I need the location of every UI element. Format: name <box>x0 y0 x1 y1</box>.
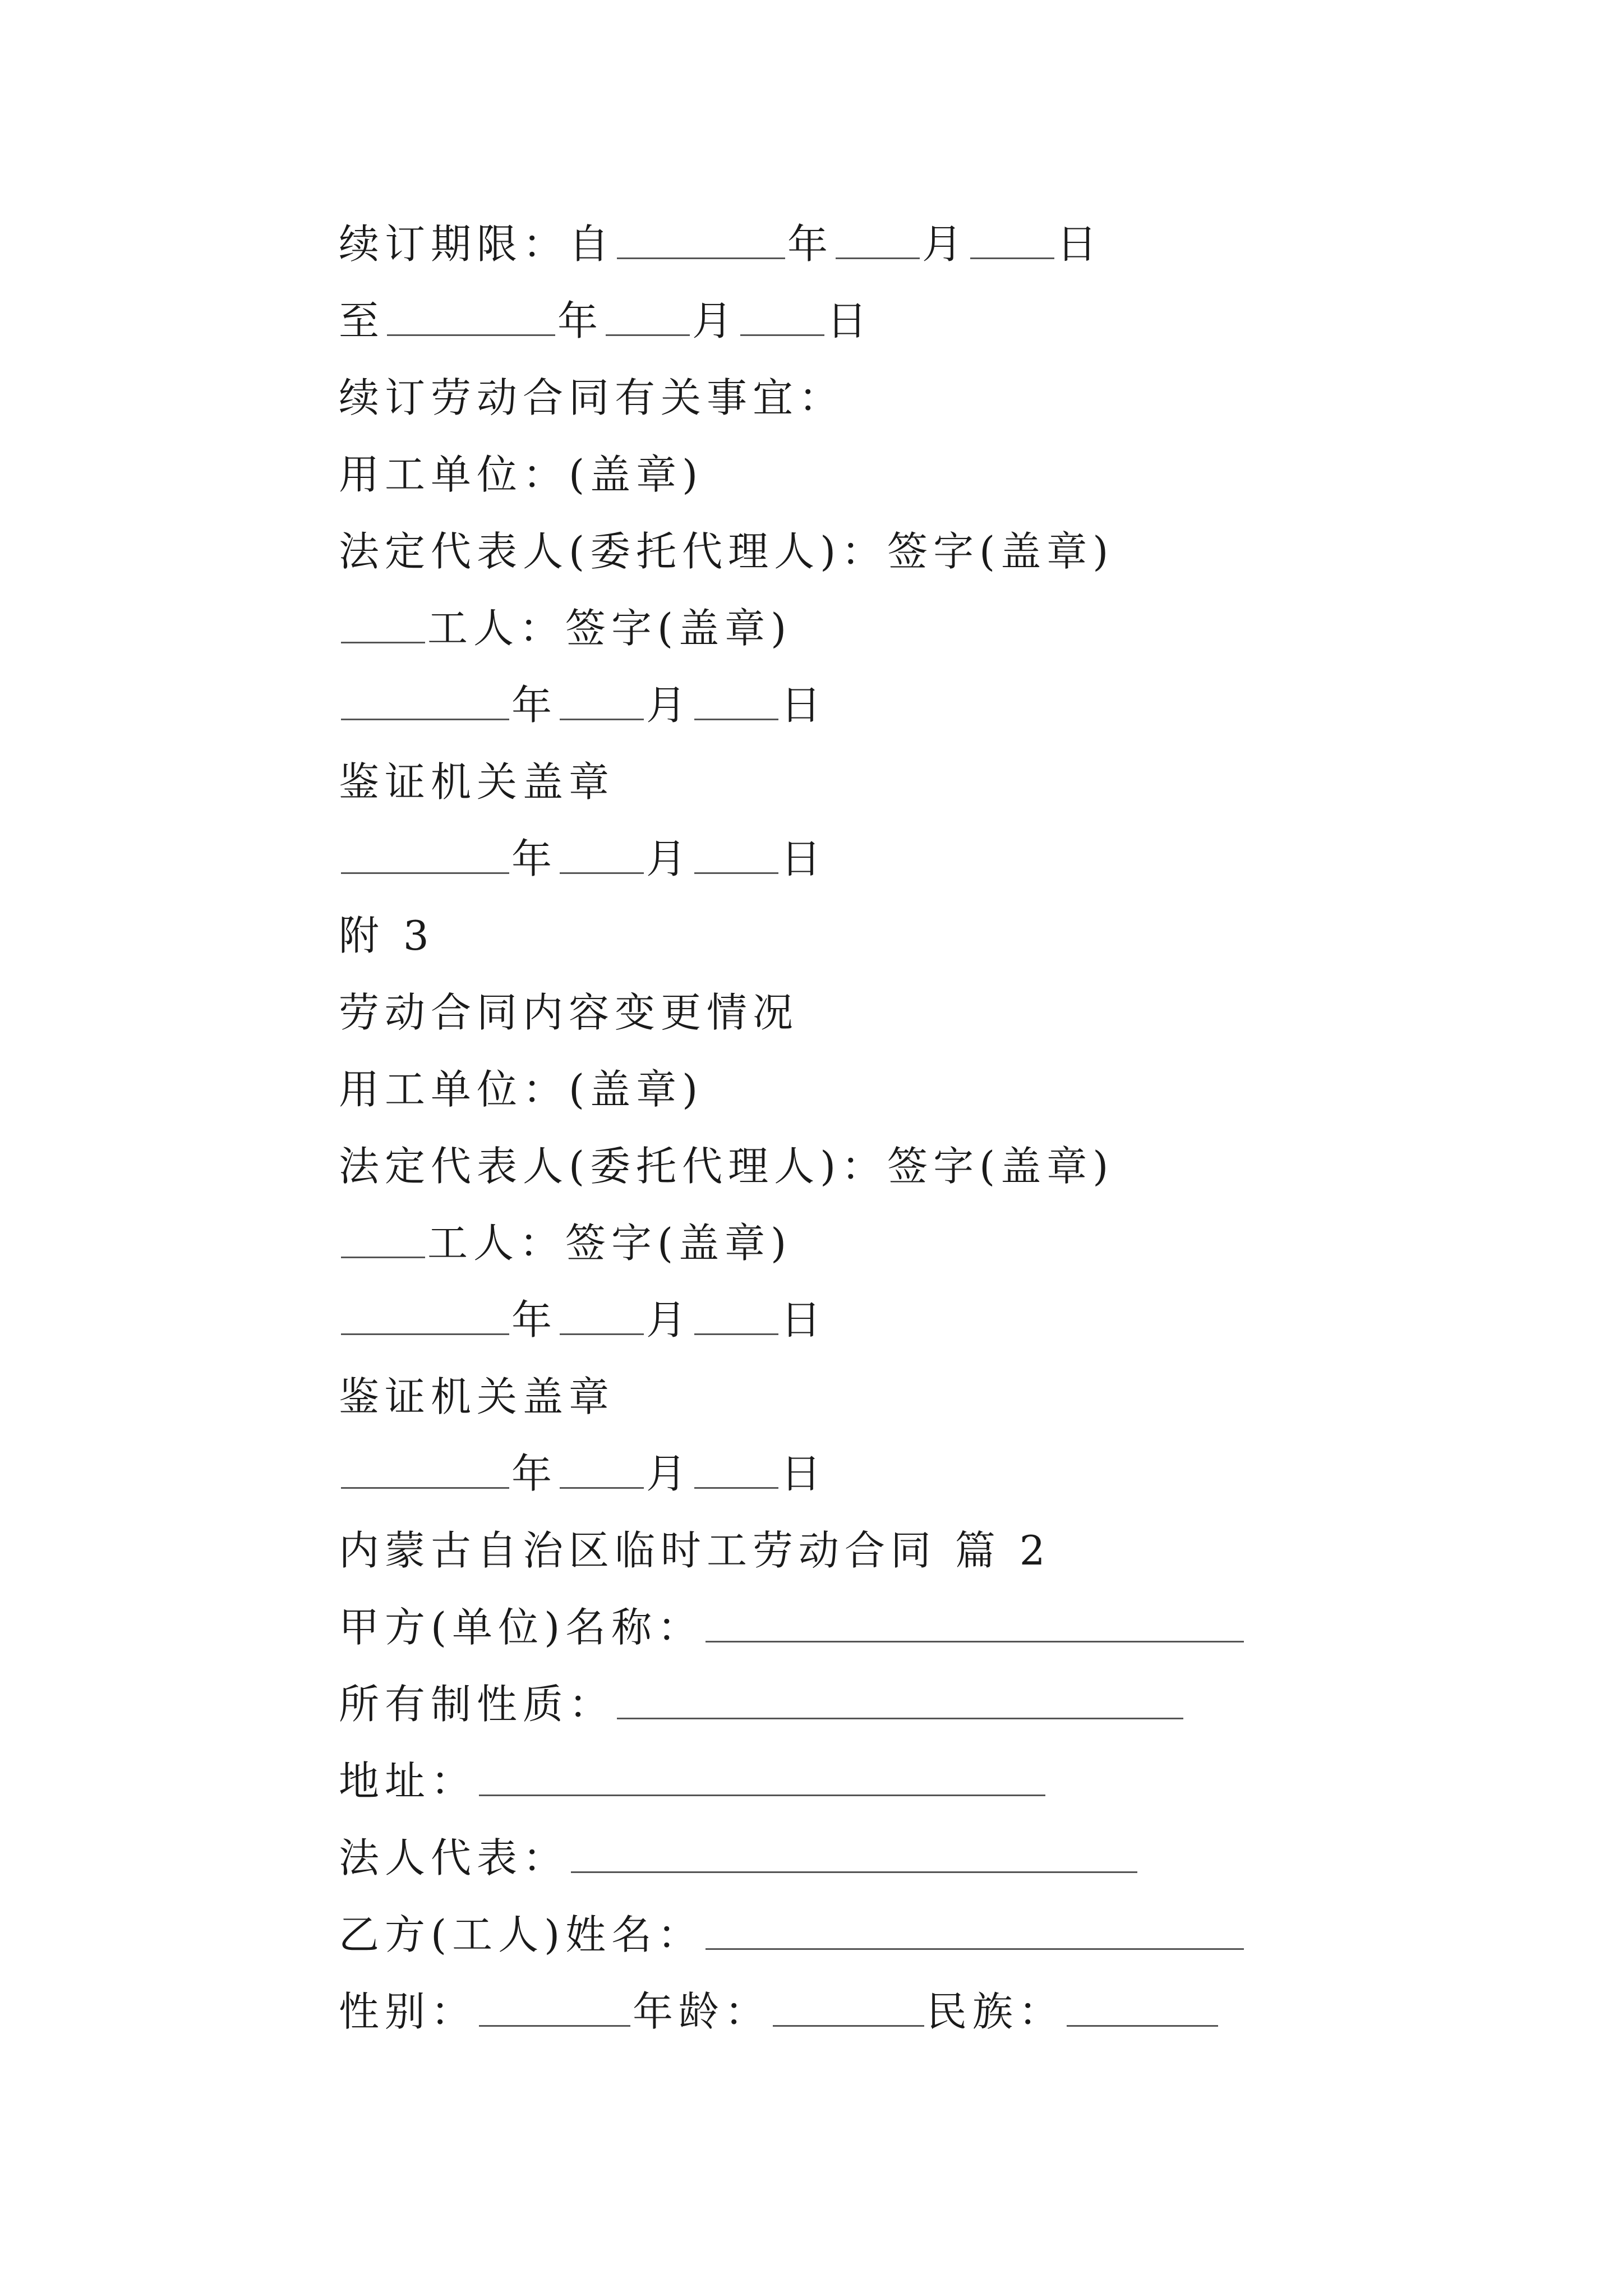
party-b-blank[interactable] <box>706 1912 1244 1950</box>
date-line <box>339 817 1516 894</box>
day-blank[interactable] <box>694 683 778 720</box>
gender-blank[interactable] <box>479 1989 630 2027</box>
appendix-3-line <box>339 894 1516 970</box>
age-label: 年龄： <box>633 1987 771 2035</box>
day-label: 日 <box>781 835 827 882</box>
legal-rep-line <box>339 509 1516 586</box>
renew-matters-text: 续订劳动合同有关事宜： <box>339 374 845 421</box>
month-label: 月 <box>922 220 969 268</box>
party-a-line <box>339 1585 1516 1662</box>
party-b-label: 乙方(工人)姓名： <box>339 1911 704 1958</box>
party-b-line <box>339 1893 1516 1970</box>
worker-sign-line <box>339 586 1516 663</box>
day-blank[interactable] <box>694 1297 778 1335</box>
year-label: 年 <box>787 220 834 268</box>
day-blank[interactable] <box>694 1451 778 1489</box>
ownership-label: 所有制性质： <box>339 1680 615 1728</box>
party-a-label: 甲方(单位)名称： <box>339 1603 704 1651</box>
year-blank[interactable] <box>341 683 509 720</box>
to-label: 至 <box>339 297 385 344</box>
date-line <box>339 663 1516 740</box>
month-label: 月 <box>646 835 693 882</box>
renew-period-line <box>339 202 1516 279</box>
day-blank[interactable] <box>740 298 824 336</box>
year-label: 年 <box>557 297 604 344</box>
legal-rep-text: 法定代表人(委托代理人)：签字(盖章) <box>339 527 1114 575</box>
day-label: 日 <box>781 1450 827 1497</box>
month-blank[interactable] <box>606 298 690 336</box>
day-label: 日 <box>781 681 827 729</box>
ethnicity-label: 民族： <box>926 1987 1065 2035</box>
renew-period-label: 续订期限：自 <box>339 220 615 268</box>
day-blank[interactable] <box>970 222 1054 259</box>
personal-info-line <box>339 1970 1516 2046</box>
year-blank[interactable] <box>341 1297 509 1335</box>
employer-seal-text: 用工单位：(盖章) <box>339 1065 704 1113</box>
ownership-line <box>339 1662 1516 1739</box>
year-label: 年 <box>511 835 558 882</box>
month-blank[interactable] <box>560 683 644 720</box>
renew-end-line <box>339 279 1516 356</box>
month-label: 月 <box>646 1296 693 1343</box>
month-blank[interactable] <box>836 222 920 259</box>
year-label: 年 <box>511 681 558 729</box>
legal-rep-text: 法定代表人(委托代理人)：签字(盖章) <box>339 1142 1114 1190</box>
date-line <box>339 1278 1516 1355</box>
month-blank[interactable] <box>560 1451 644 1489</box>
worker-type-blank[interactable] <box>341 1221 425 1258</box>
year-label: 年 <box>511 1296 558 1343</box>
address-line <box>339 1739 1516 1816</box>
month-blank[interactable] <box>560 1297 644 1335</box>
ownership-blank[interactable] <box>617 1682 1183 1719</box>
month-blank[interactable] <box>560 836 644 874</box>
date-line <box>339 1432 1516 1508</box>
ethnicity-blank[interactable] <box>1067 1989 1218 2027</box>
contract-heading: 内蒙古自治区临时工劳动合同 篇 2 <box>339 1526 1051 1574</box>
year-blank[interactable] <box>341 836 509 874</box>
year-blank[interactable] <box>341 1451 509 1489</box>
day-label: 日 <box>781 1296 827 1343</box>
authority-seal-text: 鉴证机关盖章 <box>339 1373 615 1420</box>
worker-sign-text: 工人：签字(盖章) <box>427 1219 792 1267</box>
change-title-heading: 劳动合同内容变更情况 <box>339 988 799 1036</box>
legal-person-line <box>339 1816 1516 1893</box>
authority-seal-text: 鉴证机关盖章 <box>339 758 615 806</box>
employer-seal-line <box>339 1047 1516 1124</box>
day-label: 日 <box>827 297 873 344</box>
employer-seal-text: 用工单位：(盖章) <box>339 450 704 498</box>
worker-sign-text: 工人：签字(盖章) <box>427 604 792 652</box>
year-label: 年 <box>511 1450 558 1497</box>
change-title-line <box>339 970 1516 1047</box>
day-label: 日 <box>1057 220 1103 268</box>
legal-person-blank[interactable] <box>571 1835 1137 1873</box>
authority-seal-line <box>339 740 1516 817</box>
month-label: 月 <box>692 297 739 344</box>
document-body <box>339 202 1516 2046</box>
worker-type-blank[interactable] <box>341 606 425 643</box>
address-label: 地址： <box>339 1757 477 1805</box>
month-label: 月 <box>646 681 693 729</box>
year-blank[interactable] <box>387 298 555 336</box>
year-blank[interactable] <box>617 222 785 259</box>
authority-seal-line <box>339 1355 1516 1432</box>
age-blank[interactable] <box>773 1989 924 2027</box>
renew-matters-line <box>339 356 1516 432</box>
legal-person-label: 法人代表： <box>339 1834 569 1881</box>
gender-label: 性别： <box>339 1987 477 2035</box>
month-label: 月 <box>646 1450 693 1497</box>
worker-sign-line <box>339 1201 1516 1278</box>
address-blank[interactable] <box>479 1759 1045 1796</box>
day-blank[interactable] <box>694 836 778 874</box>
contract-heading-line <box>339 1508 1516 1585</box>
employer-seal-line <box>339 432 1516 509</box>
party-a-blank[interactable] <box>706 1605 1244 1642</box>
appendix-3-heading: 附 3 <box>339 912 435 959</box>
legal-rep-line <box>339 1124 1516 1201</box>
